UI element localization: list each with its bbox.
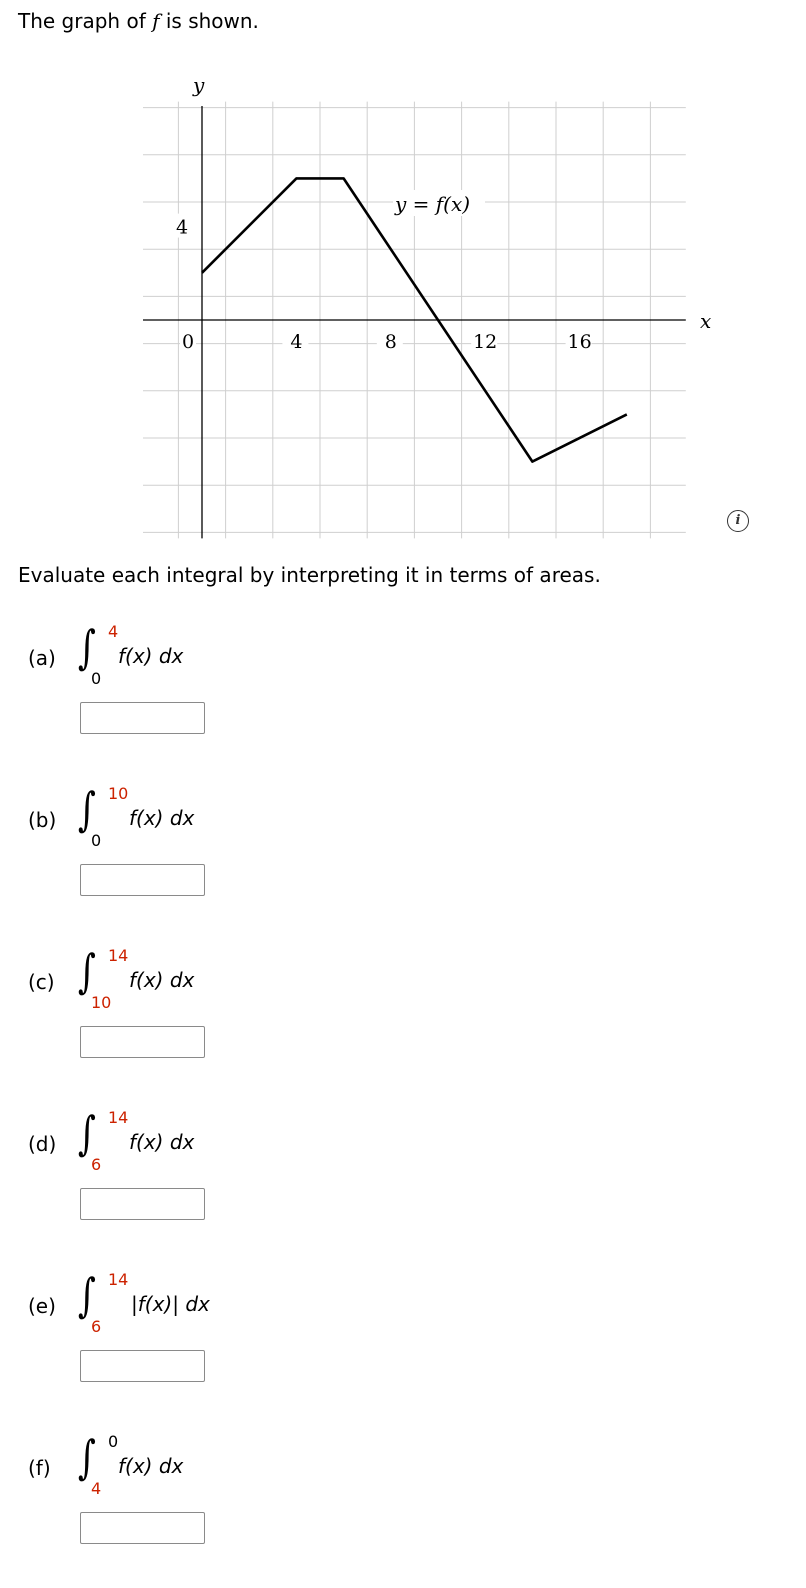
integral-sign: ∫: [78, 1272, 96, 1318]
upper-limit: 4: [108, 622, 118, 641]
x-axis-label: x: [700, 309, 711, 333]
part-label: (b): [28, 808, 56, 832]
answer-input-c[interactable]: [80, 1026, 205, 1058]
info-icon[interactable]: i: [727, 510, 749, 532]
part-label: (a): [28, 646, 56, 670]
series-label: y = f(x): [394, 192, 470, 216]
y-axis-label: y: [192, 73, 205, 97]
upper-limit: 10: [108, 784, 128, 803]
lower-limit: 4: [91, 1479, 101, 1498]
upper-limit: 0: [108, 1432, 118, 1451]
function-graph: [0, 0, 806, 545]
integrand: |f(x)| dx: [131, 1292, 210, 1316]
upper-limit: 14: [108, 1108, 128, 1127]
x-tick-label: 16: [568, 331, 592, 353]
tick-labels: [174, 214, 592, 353]
part-label: (e): [28, 1294, 56, 1318]
integral-sign: ∫: [78, 1434, 96, 1480]
instructions: Evaluate each integral by interpreting it in terms of areas.: [18, 563, 601, 587]
part-a: [0, 616, 806, 778]
y-tick-label: 4: [176, 217, 188, 239]
integrand: f(x) dx: [118, 644, 183, 668]
answer-input-a[interactable]: [80, 702, 205, 734]
function-name: f: [152, 9, 159, 33]
lower-limit: 0: [91, 669, 101, 688]
integral-sign: ∫: [78, 948, 96, 994]
integrand: f(x) dx: [129, 1130, 194, 1154]
part-e: [0, 1264, 806, 1426]
answer-input-b[interactable]: [80, 864, 205, 896]
x-tick-label: 4: [290, 331, 302, 353]
intro-prefix: The graph of: [18, 9, 152, 33]
integral-sign: ∫: [78, 624, 96, 670]
integral-sign: ∫: [78, 1110, 96, 1156]
part-label: (d): [28, 1132, 56, 1156]
part-label: (f): [28, 1456, 51, 1480]
upper-limit: 14: [108, 946, 128, 965]
lower-limit: 6: [91, 1317, 101, 1336]
part-b: [0, 778, 806, 940]
integrand: f(x) dx: [129, 968, 194, 992]
lower-limit: 0: [91, 831, 101, 850]
part-d: [0, 1102, 806, 1264]
integrand: f(x) dx: [118, 1454, 183, 1478]
answer-input-e[interactable]: [80, 1350, 205, 1382]
part-c: [0, 940, 806, 1102]
x-tick-label: 12: [473, 331, 497, 353]
part-f: [0, 1426, 806, 1588]
lower-limit: 6: [91, 1155, 101, 1174]
upper-limit: 14: [108, 1270, 128, 1289]
answer-input-d[interactable]: [80, 1188, 205, 1220]
integrand: f(x) dx: [129, 806, 194, 830]
integral-sign: ∫: [78, 786, 96, 832]
lower-limit: 10: [91, 993, 111, 1012]
answer-input-f[interactable]: [80, 1512, 205, 1544]
intro-suffix: is shown.: [160, 9, 259, 33]
part-label: (c): [28, 970, 55, 994]
origin-label: 0: [182, 331, 194, 353]
x-tick-label: 8: [385, 331, 397, 353]
